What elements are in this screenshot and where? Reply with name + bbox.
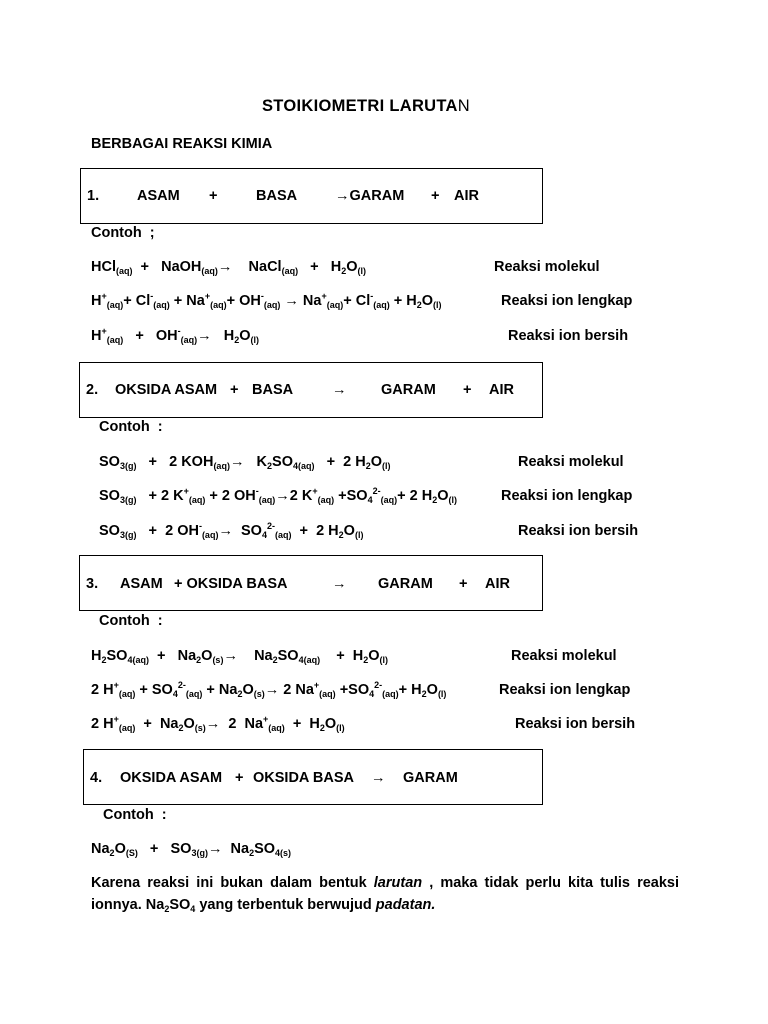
reaction-label: Reaksi ion bersih: [508, 328, 629, 344]
garam-label: →GARAM: [335, 188, 405, 204]
explanation-paragraph: Karena reaksi ini bukan dalam bentuk larutan , maka tidak perlu kita tulis reaksi ionnya. $Na_2SO_4$ yang terbentuk berwujud padatan.: [91, 875, 679, 914]
reaction-type-box-2: [79, 362, 543, 418]
basa-label: BASA: [252, 382, 294, 398]
equation-3-net-ionic: 2 $H^+_{(aq)} + Na_2O_{(s)}\to 2$ $Na^+_{(aq)} + H_2O_{(l)}$: [91, 714, 345, 733]
reaction-label: Reaksi molekul: [518, 454, 624, 470]
reaction-label: Reaksi ion bersih: [518, 523, 639, 539]
plus-sign: +: [209, 188, 218, 204]
reaction-label: Reaksi ion bersih: [515, 716, 636, 732]
equation-1-molecular: HCl$_{(aq)}$ + NaOH$_{(aq)}$→ NaCl$_{(aq)}$ + $H_2O_{(l)}$: [91, 259, 366, 276]
contoh-label: Contoh :: [99, 419, 163, 435]
reaction-type-box-1: [80, 168, 543, 224]
arrow-sign: →: [371, 770, 386, 786]
equation-3-complete-ionic: 2 $H^+_{(aq)} + SO_4^{2-}_{(aq)} + Na_2O_{(s)}\to 2$ $Na^+_{(aq)} +SO_4^{2-}_{(aq)}+ H_2O_{(l)}$: [91, 680, 447, 699]
box-number: 4.: [90, 770, 103, 786]
arrow-sign: →: [332, 576, 347, 592]
plus-sign: +: [431, 188, 440, 204]
reaction-type-box-4: [83, 749, 543, 805]
equation-1-complete-ionic: $H^+_{(aq)}+ Cl^-_{(aq)} + Na^+_{(aq)}+ OH^-_{(aq)} \to Na^+_{(aq)}+ Cl^-_{(aq)} + H_2O_{(l)}$: [91, 291, 442, 310]
air-label: AIR: [489, 382, 514, 398]
equation-2-net-ionic: $SO_{3(g)} + 2$ $OH^-_{(aq)}\to SO_4^{2-}_{(aq)} + 2$ $H_2O_{(l)}$: [99, 521, 364, 540]
reaction-label: Reaksi ion lengkap: [501, 488, 633, 504]
section-subtitle: BERBAGAI REAKSI KIMIA: [91, 136, 273, 152]
air-label: AIR: [485, 576, 510, 592]
oksida-asam-label: OKSIDA ASAM: [120, 770, 223, 786]
box-number: 1.: [87, 188, 100, 204]
equation-1-net-ionic: $H^+_{(aq)} + OH^-_{(aq)}\to$ $H_2O_{(l)}$: [91, 326, 260, 345]
garam-label: GARAM: [381, 382, 436, 398]
reaction-label: Reaksi ion lengkap: [501, 293, 633, 309]
oksida-basa-label: + OKSIDA BASA: [174, 576, 288, 592]
box-number: 2.: [86, 382, 99, 398]
page-title: STOIKIOMETRI LARUTAN: [262, 97, 470, 115]
plus-sign: +: [235, 770, 244, 786]
asam-label: ASAM: [120, 576, 163, 592]
plus-sign: +: [230, 382, 239, 398]
basa-label: BASA: [256, 188, 298, 204]
plus-sign: +: [463, 382, 472, 398]
equation-3-molecular: $H_2SO_{4(aq)} + Na_2O_{(s)}\to$ $Na_2SO_{4(aq)}$ + $H_2O_{(l)}$: [91, 648, 389, 665]
contoh-label: Contoh ;: [91, 225, 155, 241]
oksida-asam-label: OKSIDA ASAM: [115, 382, 218, 398]
reaction-type-box-3: [79, 555, 543, 611]
arrow-sign: →: [332, 382, 347, 398]
equation-2-complete-ionic: $SO_{3(g)} + 2$ $K^+_{(aq)} + 2$ $OH^-_{(aq)}\to 2$ $K^+_{(aq)} +SO_4^{2-}_{(aq)}+ 2$ $H_2O_{(l)}$: [99, 486, 457, 505]
reaction-label: Reaksi molekul: [494, 259, 600, 275]
air-label: AIR: [454, 188, 479, 204]
garam-label: GARAM: [403, 770, 458, 786]
equation-2-molecular: $SO_{3(g)} + 2$ $KOH_{(aq)}\to$ $K_2SO_{4(aq)} + 2$ $H_2O_{(l)}$: [99, 454, 391, 471]
equation-4-molecular: $Na_2O_{(S)} + SO_{3(g)}\to Na_2SO_{4(s)}$: [91, 841, 292, 858]
reaction-label: Reaksi ion lengkap: [499, 682, 631, 698]
contoh-label: Contoh :: [103, 807, 167, 823]
plus-sign: +: [459, 576, 468, 592]
reaction-label: Reaksi molekul: [511, 648, 617, 664]
asam-label: ASAM: [137, 188, 180, 204]
oksida-basa-label: OKSIDA BASA: [253, 770, 354, 786]
garam-label: GARAM: [378, 576, 433, 592]
contoh-label: Contoh :: [99, 613, 163, 629]
box-number: 3.: [86, 576, 99, 592]
